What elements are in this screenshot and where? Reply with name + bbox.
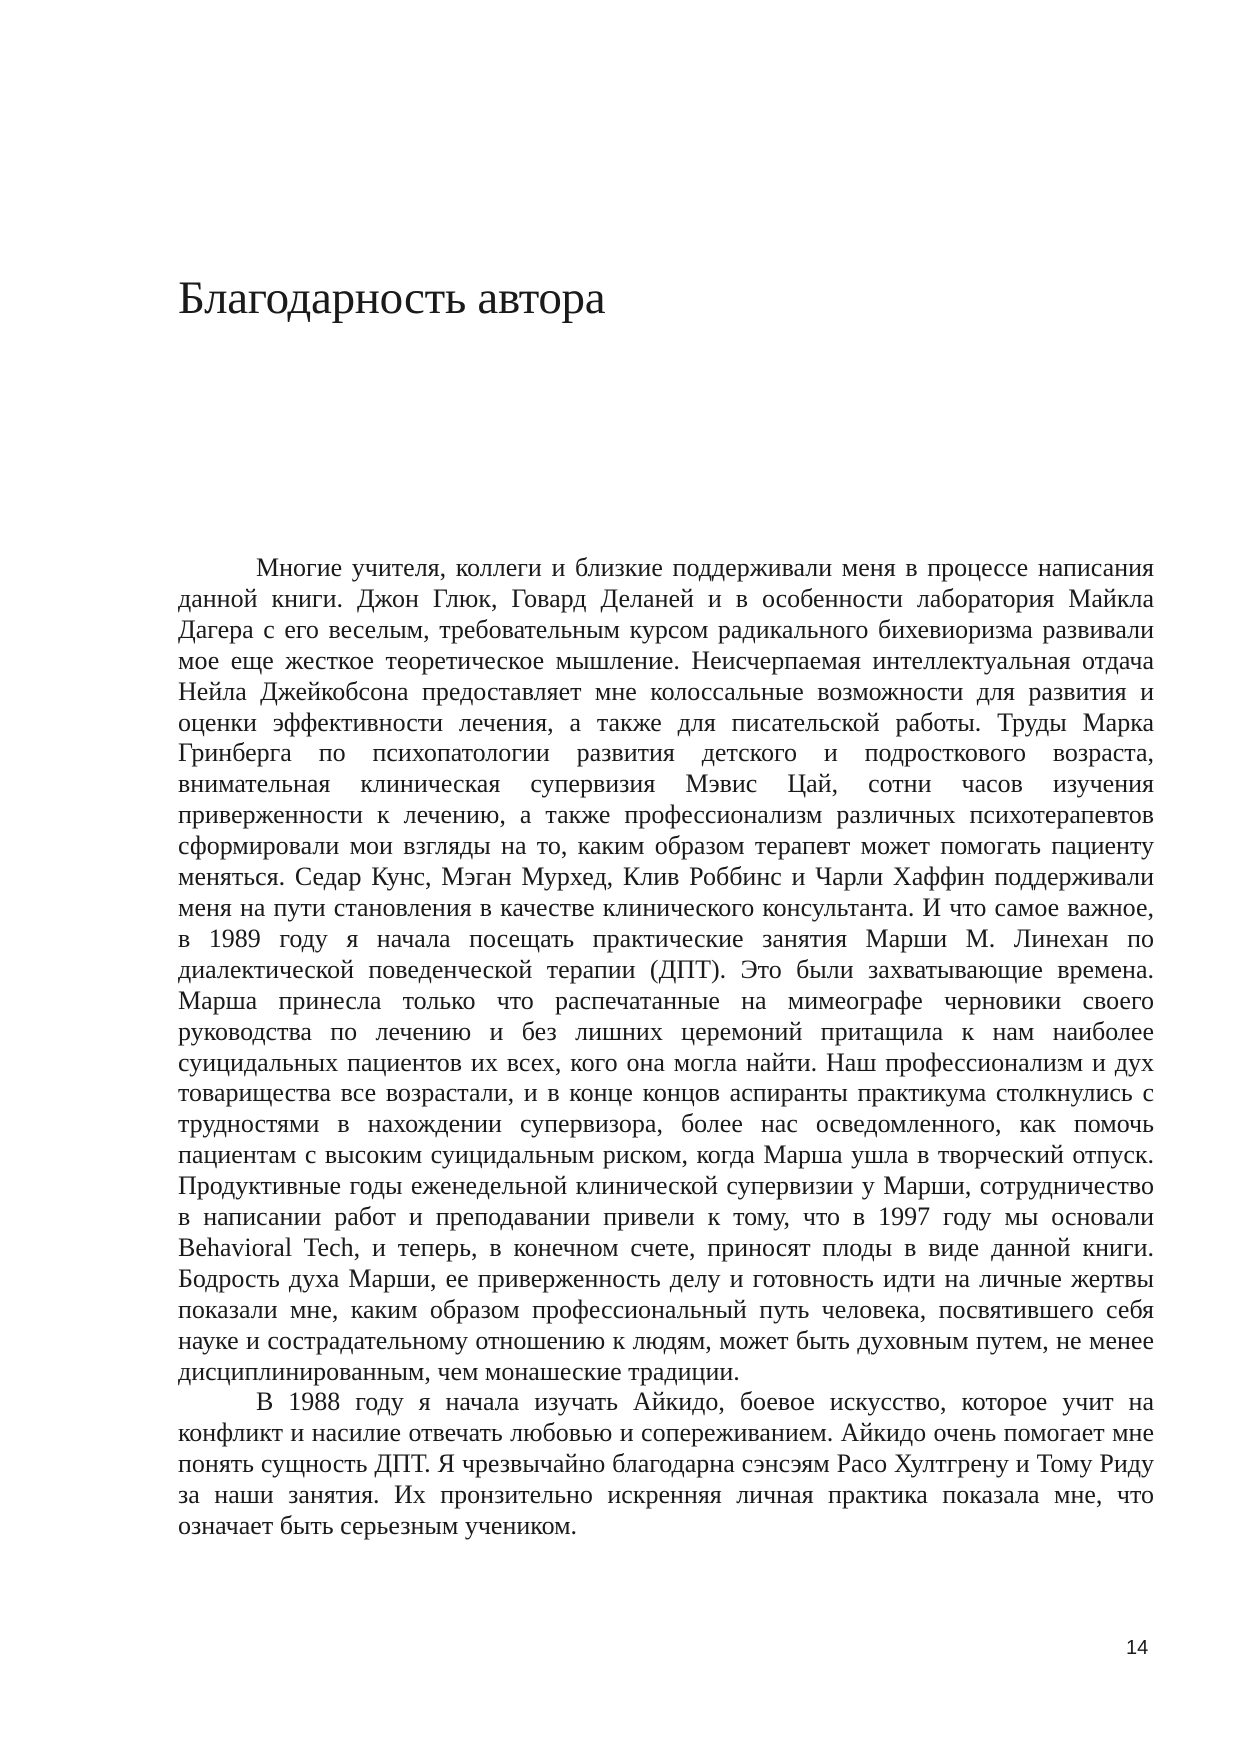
- body-text: [178, 553, 1154, 1542]
- page-number: 14: [1126, 1637, 1149, 1659]
- paragraph: В 1988 году я начала изучать Айкидо, боевое искусство, которое учит на конфликт и насилие отвечать любовью и сопереживанием. Айкидо очень помогает мне понять сущность ДПТ. Я чрезвычайно благодарна сэнсэям Расо Хултгрену и Тому Риду за наши занятия. Их пронзительно искренняя личная практика показала мне, что означает быть серьезным учеником.: [178, 1387, 1154, 1541]
- paragraph: Многие учителя, коллеги и близкие поддерживали меня в процессе написания данной книги. Джон Глюк, Говард Деланей и в особенности лаборатория Майкла Дагера с его веселым, требовательным курсом радикального бихевиоризма развивали мое еще жесткое теоретическое мышление. Неисчерпаемая интеллектуальная отдача Нейла Джейкобсона предоставляет мне колоссальные возможности для развития и оценки эффективности лечения, а также для писательской работы. Труды Марка Гринберга по психопатологии развития детского и подросткового возраста, внимательная клиническая супервизия Мэвис Цай, сотни часов изучения приверженности к лечению, а также профессионализм различных психотерапевтов сформировали мои взгляды на то, каким образом терапевт может помогать пациенту меняться. Седар Кунс, Мэган Мурхед, Клив Роббинс и Чарли Хаффин поддерживали меня на пути становления в качестве клинического консультанта. И что самое важное, в 1989 году я начала посещать практические занятия Марши М. Линехан по диалектической поведенческой терапии (ДПТ). Это были захватывающие времена. Марша принесла только что распечатанные на мимеографе черновики своего руководства по лечению и без лишних церемоний притащила к нам наиболее суицидальных пациентов их всех, кого она могла найти. Наш профессионализм и дух товарищества все возрастали, и в конце концов аспиранты практикума столкнулись с трудностями в нахождении супервизора, более нас осведомленного, как помочь пациентам с высоким суицидальным риском, когда Марша ушла в творческий отпуск. Продуктивные годы еженедельной клинической супервизии у Марши, сотрудничество в написании работ и преподавании привели к тому, что в 1997 году мы основали Behavioral Tech, и теперь, в конечном счете, приносят плоды в виде данной книги. Бодрость духа Марши, ее приверженность делу и готовность идти на личные жертвы показали мне, каким образом профессиональный путь человека, посвятившего себя науке и сострадательному отношению к людям, может быть духовным путем, не менее дисциплинированным, чем монашеские традиции.: [178, 553, 1154, 1386]
- page-title: Благодарность автора: [178, 272, 606, 324]
